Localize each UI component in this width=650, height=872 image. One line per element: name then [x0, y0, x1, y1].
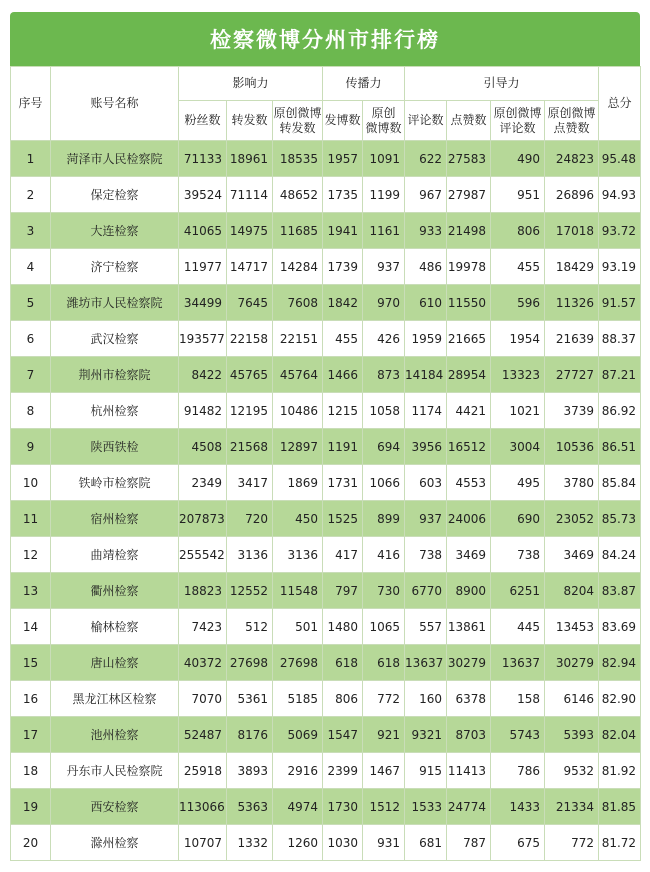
header-account-name: 账号名称 — [51, 67, 179, 141]
comments-cell: 14184 — [405, 357, 447, 393]
likes-cell: 787 — [447, 825, 491, 861]
orig-likes-cell: 11326 — [545, 285, 599, 321]
orig-likes-cell: 6146 — [545, 681, 599, 717]
table-row — [11, 609, 641, 645]
orig-comments-cell: 3004 — [491, 429, 545, 465]
comments-cell: 738 — [405, 537, 447, 573]
rank-cell: 5 — [11, 285, 51, 321]
comments-cell: 160 — [405, 681, 447, 717]
posts-cell: 1215 — [323, 393, 363, 429]
header-orig-comments: 原创微博 评论数 — [491, 101, 545, 141]
fans-cell: 11977 — [179, 249, 227, 285]
likes-cell: 24774 — [447, 789, 491, 825]
account-name-cell: 丹东市人民检察院 — [51, 753, 179, 789]
likes-cell: 13861 — [447, 609, 491, 645]
orig-likes-cell: 8204 — [545, 573, 599, 609]
account-name-cell: 榆林检察 — [51, 609, 179, 645]
orig-likes-cell: 17018 — [545, 213, 599, 249]
fans-cell: 91482 — [179, 393, 227, 429]
posts-cell: 1730 — [323, 789, 363, 825]
total-score-cell: 82.94 — [599, 645, 641, 681]
account-name-cell: 大连检察 — [51, 213, 179, 249]
reposts-cell: 8176 — [227, 717, 273, 753]
account-name-cell: 济宁检察 — [51, 249, 179, 285]
fans-cell: 25918 — [179, 753, 227, 789]
posts-cell: 1842 — [323, 285, 363, 321]
header-likes: 点赞数 — [447, 101, 491, 141]
orig-posts-cell: 1066 — [363, 465, 405, 501]
total-score-cell: 85.84 — [599, 465, 641, 501]
orig-comments-cell: 675 — [491, 825, 545, 861]
orig-comments-cell: 13637 — [491, 645, 545, 681]
comments-cell: 3956 — [405, 429, 447, 465]
likes-cell: 27987 — [447, 177, 491, 213]
table-row — [11, 717, 641, 753]
orig-reposts-cell: 1260 — [273, 825, 323, 861]
orig-reposts-cell: 12897 — [273, 429, 323, 465]
likes-cell: 21498 — [447, 213, 491, 249]
orig-reposts-cell: 11548 — [273, 573, 323, 609]
orig-likes-cell: 23052 — [545, 501, 599, 537]
rank-cell: 15 — [11, 645, 51, 681]
likes-cell: 4553 — [447, 465, 491, 501]
comments-cell: 1959 — [405, 321, 447, 357]
comments-cell: 6770 — [405, 573, 447, 609]
fans-cell: 7423 — [179, 609, 227, 645]
account-name-cell: 保定检察 — [51, 177, 179, 213]
orig-reposts-cell: 14284 — [273, 249, 323, 285]
reposts-cell: 21568 — [227, 429, 273, 465]
posts-cell: 1941 — [323, 213, 363, 249]
orig-comments-cell: 6251 — [491, 573, 545, 609]
orig-posts-cell: 1199 — [363, 177, 405, 213]
orig-posts-cell: 931 — [363, 825, 405, 861]
comments-cell: 13637 — [405, 645, 447, 681]
orig-reposts-cell: 27698 — [273, 645, 323, 681]
orig-reposts-cell: 2916 — [273, 753, 323, 789]
orig-comments-cell: 1021 — [491, 393, 545, 429]
rank-cell: 2 — [11, 177, 51, 213]
comments-cell: 681 — [405, 825, 447, 861]
header-spread: 传播力 — [323, 67, 405, 101]
ranking-table-container — [10, 12, 640, 861]
table-row — [11, 429, 641, 465]
posts-cell: 1731 — [323, 465, 363, 501]
orig-posts-cell: 1161 — [363, 213, 405, 249]
table-row — [11, 357, 641, 393]
comments-cell: 915 — [405, 753, 447, 789]
account-name-cell: 滁州检察 — [51, 825, 179, 861]
account-name-cell: 杭州检察 — [51, 393, 179, 429]
likes-cell: 16512 — [447, 429, 491, 465]
table-row — [11, 177, 641, 213]
likes-cell: 28954 — [447, 357, 491, 393]
rank-cell: 11 — [11, 501, 51, 537]
table-row — [11, 573, 641, 609]
table-row — [11, 141, 641, 177]
fans-cell: 39524 — [179, 177, 227, 213]
orig-posts-cell: 1512 — [363, 789, 405, 825]
rank-cell: 10 — [11, 465, 51, 501]
reposts-cell: 45765 — [227, 357, 273, 393]
orig-reposts-cell: 4974 — [273, 789, 323, 825]
orig-likes-cell: 26896 — [545, 177, 599, 213]
reposts-cell: 12552 — [227, 573, 273, 609]
orig-reposts-cell: 3136 — [273, 537, 323, 573]
posts-cell: 2399 — [323, 753, 363, 789]
orig-posts-cell: 426 — [363, 321, 405, 357]
likes-cell: 11413 — [447, 753, 491, 789]
rank-cell: 14 — [11, 609, 51, 645]
rank-cell: 7 — [11, 357, 51, 393]
rank-cell: 4 — [11, 249, 51, 285]
orig-reposts-cell: 45764 — [273, 357, 323, 393]
rank-cell: 20 — [11, 825, 51, 861]
total-score-cell: 93.19 — [599, 249, 641, 285]
account-name-cell: 铁岭市检察院 — [51, 465, 179, 501]
rank-cell: 3 — [11, 213, 51, 249]
fans-cell: 34499 — [179, 285, 227, 321]
total-score-cell: 93.72 — [599, 213, 641, 249]
posts-cell: 1525 — [323, 501, 363, 537]
posts-cell: 417 — [323, 537, 363, 573]
fans-cell: 52487 — [179, 717, 227, 753]
orig-likes-cell: 21639 — [545, 321, 599, 357]
table-row — [11, 321, 641, 357]
account-name-cell: 池州检察 — [51, 717, 179, 753]
orig-comments-cell: 806 — [491, 213, 545, 249]
orig-posts-cell: 970 — [363, 285, 405, 321]
total-score-cell: 87.21 — [599, 357, 641, 393]
posts-cell: 1957 — [323, 141, 363, 177]
comments-cell: 9321 — [405, 717, 447, 753]
orig-comments-cell: 5743 — [491, 717, 545, 753]
orig-comments-cell: 738 — [491, 537, 545, 573]
fans-cell: 18823 — [179, 573, 227, 609]
rank-cell: 6 — [11, 321, 51, 357]
orig-reposts-cell: 5069 — [273, 717, 323, 753]
orig-reposts-cell: 7608 — [273, 285, 323, 321]
reposts-cell: 71114 — [227, 177, 273, 213]
orig-reposts-cell: 10486 — [273, 393, 323, 429]
fans-cell: 40372 — [179, 645, 227, 681]
account-name-cell: 荆州市检察院 — [51, 357, 179, 393]
comments-cell: 1174 — [405, 393, 447, 429]
reposts-cell: 12195 — [227, 393, 273, 429]
orig-likes-cell: 24823 — [545, 141, 599, 177]
likes-cell: 19978 — [447, 249, 491, 285]
posts-cell: 806 — [323, 681, 363, 717]
rank-cell: 1 — [11, 141, 51, 177]
comments-cell: 1533 — [405, 789, 447, 825]
fans-cell: 7070 — [179, 681, 227, 717]
account-name-cell: 唐山检察 — [51, 645, 179, 681]
table-row — [11, 681, 641, 717]
orig-posts-cell: 730 — [363, 573, 405, 609]
reposts-cell: 3136 — [227, 537, 273, 573]
total-score-cell: 95.48 — [599, 141, 641, 177]
table-body — [11, 141, 641, 861]
likes-cell: 21665 — [447, 321, 491, 357]
header-posts: 发博数 — [323, 101, 363, 141]
fans-cell: 4508 — [179, 429, 227, 465]
table-row — [11, 285, 641, 321]
account-name-cell: 宿州检察 — [51, 501, 179, 537]
orig-likes-cell: 772 — [545, 825, 599, 861]
reposts-cell: 1332 — [227, 825, 273, 861]
posts-cell: 1739 — [323, 249, 363, 285]
orig-posts-cell: 921 — [363, 717, 405, 753]
header-orig-reposts: 原创微博 转发数 — [273, 101, 323, 141]
orig-comments-cell: 445 — [491, 609, 545, 645]
orig-likes-cell: 3780 — [545, 465, 599, 501]
header-orig-likes: 原创微博 点赞数 — [545, 101, 599, 141]
reposts-cell: 14975 — [227, 213, 273, 249]
total-score-cell: 81.85 — [599, 789, 641, 825]
table-row — [11, 645, 641, 681]
total-score-cell: 91.57 — [599, 285, 641, 321]
reposts-cell: 27698 — [227, 645, 273, 681]
total-score-cell: 88.37 — [599, 321, 641, 357]
comments-cell: 937 — [405, 501, 447, 537]
orig-comments-cell: 455 — [491, 249, 545, 285]
orig-comments-cell: 13323 — [491, 357, 545, 393]
table-row — [11, 249, 641, 285]
fans-cell: 71133 — [179, 141, 227, 177]
fans-cell: 10707 — [179, 825, 227, 861]
reposts-cell: 5361 — [227, 681, 273, 717]
total-score-cell: 83.69 — [599, 609, 641, 645]
orig-reposts-cell: 18535 — [273, 141, 323, 177]
orig-posts-cell: 772 — [363, 681, 405, 717]
likes-cell: 8900 — [447, 573, 491, 609]
rank-cell: 9 — [11, 429, 51, 465]
posts-cell: 1480 — [323, 609, 363, 645]
orig-posts-cell: 694 — [363, 429, 405, 465]
rank-cell: 19 — [11, 789, 51, 825]
reposts-cell: 18961 — [227, 141, 273, 177]
orig-likes-cell: 21334 — [545, 789, 599, 825]
comments-cell: 622 — [405, 141, 447, 177]
likes-cell: 8703 — [447, 717, 491, 753]
header-orig-posts: 原创 微博数 — [363, 101, 405, 141]
total-score-cell: 82.04 — [599, 717, 641, 753]
orig-posts-cell: 618 — [363, 645, 405, 681]
orig-reposts-cell: 501 — [273, 609, 323, 645]
orig-reposts-cell: 1869 — [273, 465, 323, 501]
fans-cell: 8422 — [179, 357, 227, 393]
posts-cell: 1735 — [323, 177, 363, 213]
orig-posts-cell: 1091 — [363, 141, 405, 177]
fans-cell: 193577 — [179, 321, 227, 357]
rank-cell: 12 — [11, 537, 51, 573]
reposts-cell: 512 — [227, 609, 273, 645]
header-total: 总分 — [599, 67, 641, 141]
posts-cell: 1191 — [323, 429, 363, 465]
likes-cell: 24006 — [447, 501, 491, 537]
table-row — [11, 825, 641, 861]
orig-reposts-cell: 5185 — [273, 681, 323, 717]
fans-cell: 255542 — [179, 537, 227, 573]
orig-reposts-cell: 48652 — [273, 177, 323, 213]
comments-cell: 486 — [405, 249, 447, 285]
posts-cell: 1547 — [323, 717, 363, 753]
comments-cell: 933 — [405, 213, 447, 249]
table-row — [11, 537, 641, 573]
header-reposts: 转发数 — [227, 101, 273, 141]
orig-comments-cell: 1433 — [491, 789, 545, 825]
orig-posts-cell: 899 — [363, 501, 405, 537]
ranking-table — [10, 66, 641, 861]
comments-cell: 557 — [405, 609, 447, 645]
likes-cell: 11550 — [447, 285, 491, 321]
orig-reposts-cell: 22151 — [273, 321, 323, 357]
likes-cell: 3469 — [447, 537, 491, 573]
orig-likes-cell: 10536 — [545, 429, 599, 465]
orig-likes-cell: 18429 — [545, 249, 599, 285]
total-score-cell: 83.87 — [599, 573, 641, 609]
orig-posts-cell: 873 — [363, 357, 405, 393]
table-title: 检察微博分州市排行榜 — [10, 12, 640, 66]
table-row — [11, 501, 641, 537]
posts-cell: 1030 — [323, 825, 363, 861]
header-guidance: 引导力 — [405, 67, 599, 101]
rank-cell: 8 — [11, 393, 51, 429]
rank-cell: 17 — [11, 717, 51, 753]
table-row — [11, 465, 641, 501]
likes-cell: 6378 — [447, 681, 491, 717]
account-name-cell: 黑龙江林区检察 — [51, 681, 179, 717]
orig-likes-cell: 13453 — [545, 609, 599, 645]
orig-comments-cell: 1954 — [491, 321, 545, 357]
posts-cell: 1466 — [323, 357, 363, 393]
account-name-cell: 西安检察 — [51, 789, 179, 825]
total-score-cell: 81.92 — [599, 753, 641, 789]
reposts-cell: 3417 — [227, 465, 273, 501]
likes-cell: 27583 — [447, 141, 491, 177]
orig-likes-cell: 3469 — [545, 537, 599, 573]
total-score-cell: 81.72 — [599, 825, 641, 861]
orig-comments-cell: 490 — [491, 141, 545, 177]
account-name-cell: 武汉检察 — [51, 321, 179, 357]
orig-reposts-cell: 11685 — [273, 213, 323, 249]
reposts-cell: 5363 — [227, 789, 273, 825]
posts-cell: 618 — [323, 645, 363, 681]
likes-cell: 30279 — [447, 645, 491, 681]
comments-cell: 967 — [405, 177, 447, 213]
total-score-cell: 85.73 — [599, 501, 641, 537]
orig-comments-cell: 596 — [491, 285, 545, 321]
orig-comments-cell: 786 — [491, 753, 545, 789]
comments-cell: 603 — [405, 465, 447, 501]
header-influence: 影响力 — [179, 67, 323, 101]
orig-likes-cell: 9532 — [545, 753, 599, 789]
reposts-cell: 7645 — [227, 285, 273, 321]
total-score-cell: 94.93 — [599, 177, 641, 213]
fans-cell: 41065 — [179, 213, 227, 249]
posts-cell: 455 — [323, 321, 363, 357]
reposts-cell: 22158 — [227, 321, 273, 357]
fans-cell: 113066 — [179, 789, 227, 825]
orig-comments-cell: 495 — [491, 465, 545, 501]
account-name-cell: 曲靖检察 — [51, 537, 179, 573]
total-score-cell: 84.24 — [599, 537, 641, 573]
reposts-cell: 720 — [227, 501, 273, 537]
rank-cell: 18 — [11, 753, 51, 789]
table-row — [11, 393, 641, 429]
table-row — [11, 213, 641, 249]
orig-likes-cell: 30279 — [545, 645, 599, 681]
table-row — [11, 753, 641, 789]
orig-likes-cell: 27727 — [545, 357, 599, 393]
header-fans: 粉丝数 — [179, 101, 227, 141]
account-name-cell: 潍坊市人民检察院 — [51, 285, 179, 321]
total-score-cell: 86.92 — [599, 393, 641, 429]
orig-likes-cell: 5393 — [545, 717, 599, 753]
table-row — [11, 789, 641, 825]
orig-posts-cell: 937 — [363, 249, 405, 285]
reposts-cell: 14717 — [227, 249, 273, 285]
account-name-cell: 陕西铁检 — [51, 429, 179, 465]
fans-cell: 207873 — [179, 501, 227, 537]
rank-cell: 16 — [11, 681, 51, 717]
likes-cell: 4421 — [447, 393, 491, 429]
comments-cell: 610 — [405, 285, 447, 321]
orig-comments-cell: 690 — [491, 501, 545, 537]
rank-cell: 13 — [11, 573, 51, 609]
orig-reposts-cell: 450 — [273, 501, 323, 537]
orig-posts-cell: 1065 — [363, 609, 405, 645]
orig-likes-cell: 3739 — [545, 393, 599, 429]
orig-comments-cell: 158 — [491, 681, 545, 717]
header-rank: 序号 — [11, 67, 51, 141]
header-comments: 评论数 — [405, 101, 447, 141]
orig-posts-cell: 416 — [363, 537, 405, 573]
orig-posts-cell: 1058 — [363, 393, 405, 429]
orig-posts-cell: 1467 — [363, 753, 405, 789]
reposts-cell: 3893 — [227, 753, 273, 789]
posts-cell: 797 — [323, 573, 363, 609]
account-name-cell: 菏泽市人民检察院 — [51, 141, 179, 177]
total-score-cell: 86.51 — [599, 429, 641, 465]
total-score-cell: 82.90 — [599, 681, 641, 717]
fans-cell: 2349 — [179, 465, 227, 501]
orig-comments-cell: 951 — [491, 177, 545, 213]
account-name-cell: 衢州检察 — [51, 573, 179, 609]
